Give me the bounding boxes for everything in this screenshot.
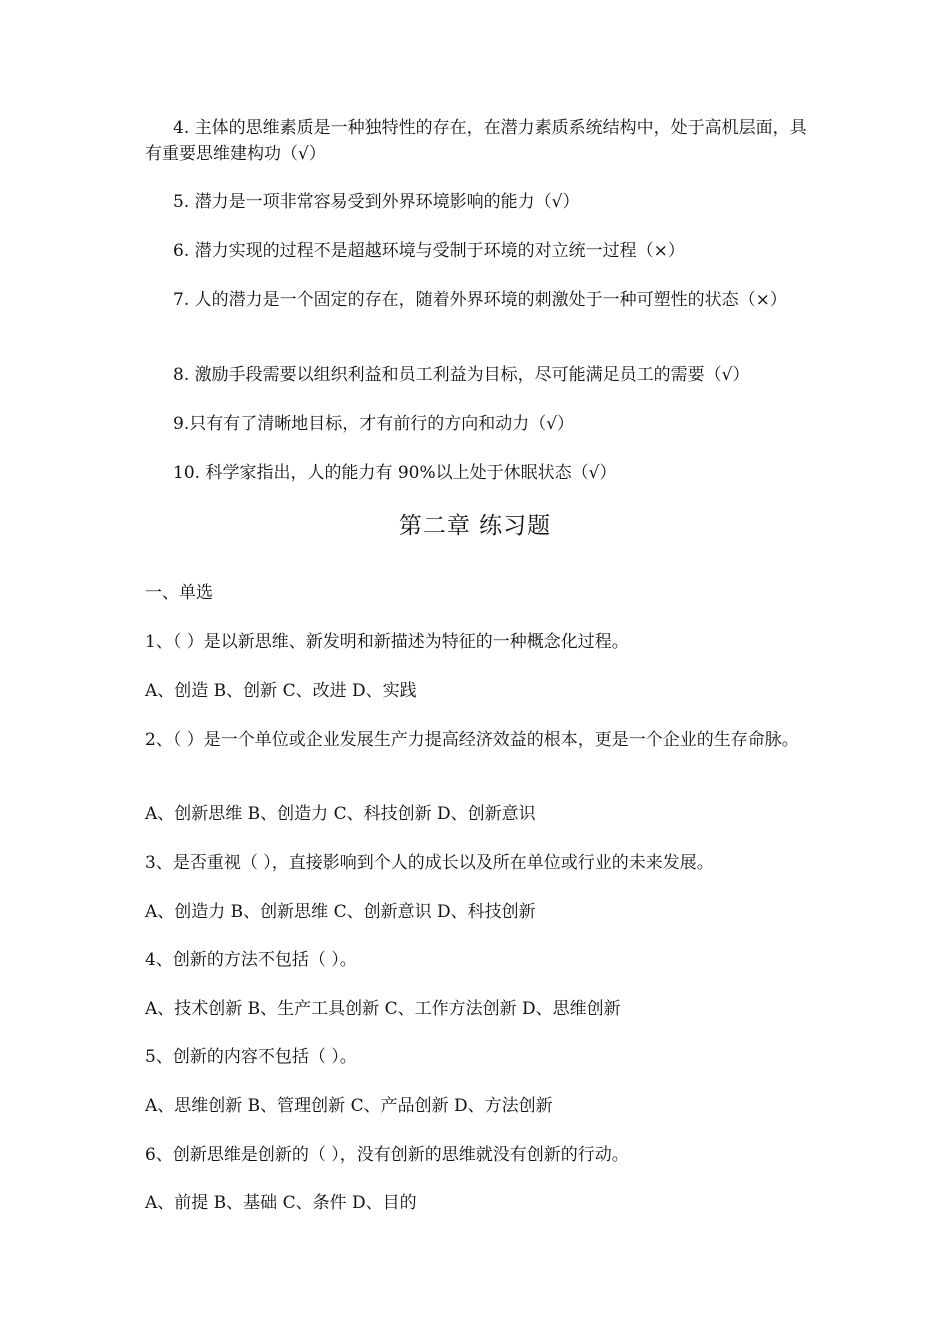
question-3-options: A、创造力 B、创新思维 C、创新意识 D、科技创新: [145, 902, 536, 922]
question-5: 5、创新的内容不包括（ ）。: [145, 1047, 357, 1067]
tf-item-10: 10. 科学家指出，人的能力有 90%以上处于休眠状态（√）: [173, 463, 617, 483]
question-6-options: A、前提 B、基础 C、条件 D、目的: [145, 1193, 417, 1213]
question-5-options: A、思维创新 B、管理创新 C、产品创新 D、方法创新: [145, 1096, 553, 1116]
tf-item-9: 9.只有有了清晰地目标，才有前行的方向和动力（√）: [173, 414, 575, 434]
tf-item-5: 5. 潜力是一项非常容易受到外界环境影响的能力（√）: [173, 192, 580, 212]
question-3: 3、是否重视（ ），直接影响到个人的成长以及所在单位或行业的未来发展。: [145, 853, 714, 873]
tf-item-7: 7. 人的潜力是一个固定的存在，随着外界环境的刺激处于一种可塑性的状态（×）: [173, 290, 787, 310]
question-1-options: A、创造 B、创新 C、改进 D、实践: [145, 681, 417, 701]
tf-item-6: 6. 潜力实现的过程不是超越环境与受制于环境的对立统一过程（×）: [173, 241, 685, 261]
chapter-title: 第二章 练习题: [398, 513, 552, 539]
tf-item-4: 4. 主体的思维素质是一种独特性的存在，在潜力素质系统结构中，处于高机层面，具有重要思维建构功（√）: [145, 118, 807, 164]
section-heading: 一、单选: [145, 583, 213, 603]
question-4: 4、创新的方法不包括（ ）。: [145, 950, 357, 970]
question-1: 1、（ ）是以新思维、新发明和新描述为特征的一种概念化过程。: [145, 632, 629, 652]
question-6: 6、创新思维是创新的（ ），没有创新的思维就没有创新的行动。: [145, 1145, 629, 1165]
tf-item-8: 8. 激励手段需要以组织利益和员工利益为目标，尽可能满足员工的需要（√）: [173, 365, 750, 385]
question-4-options: A、技术创新 B、生产工具创新 C、工作方法创新 D、思维创新: [145, 999, 621, 1019]
question-2-options: A、创新思维 B、创造力 C、科技创新 D、创新意识: [145, 804, 536, 824]
question-2: 2、（ ）是一个单位或企业发展生产力提高经济效益的根本，更是一个企业的生存命脉。: [145, 730, 799, 750]
